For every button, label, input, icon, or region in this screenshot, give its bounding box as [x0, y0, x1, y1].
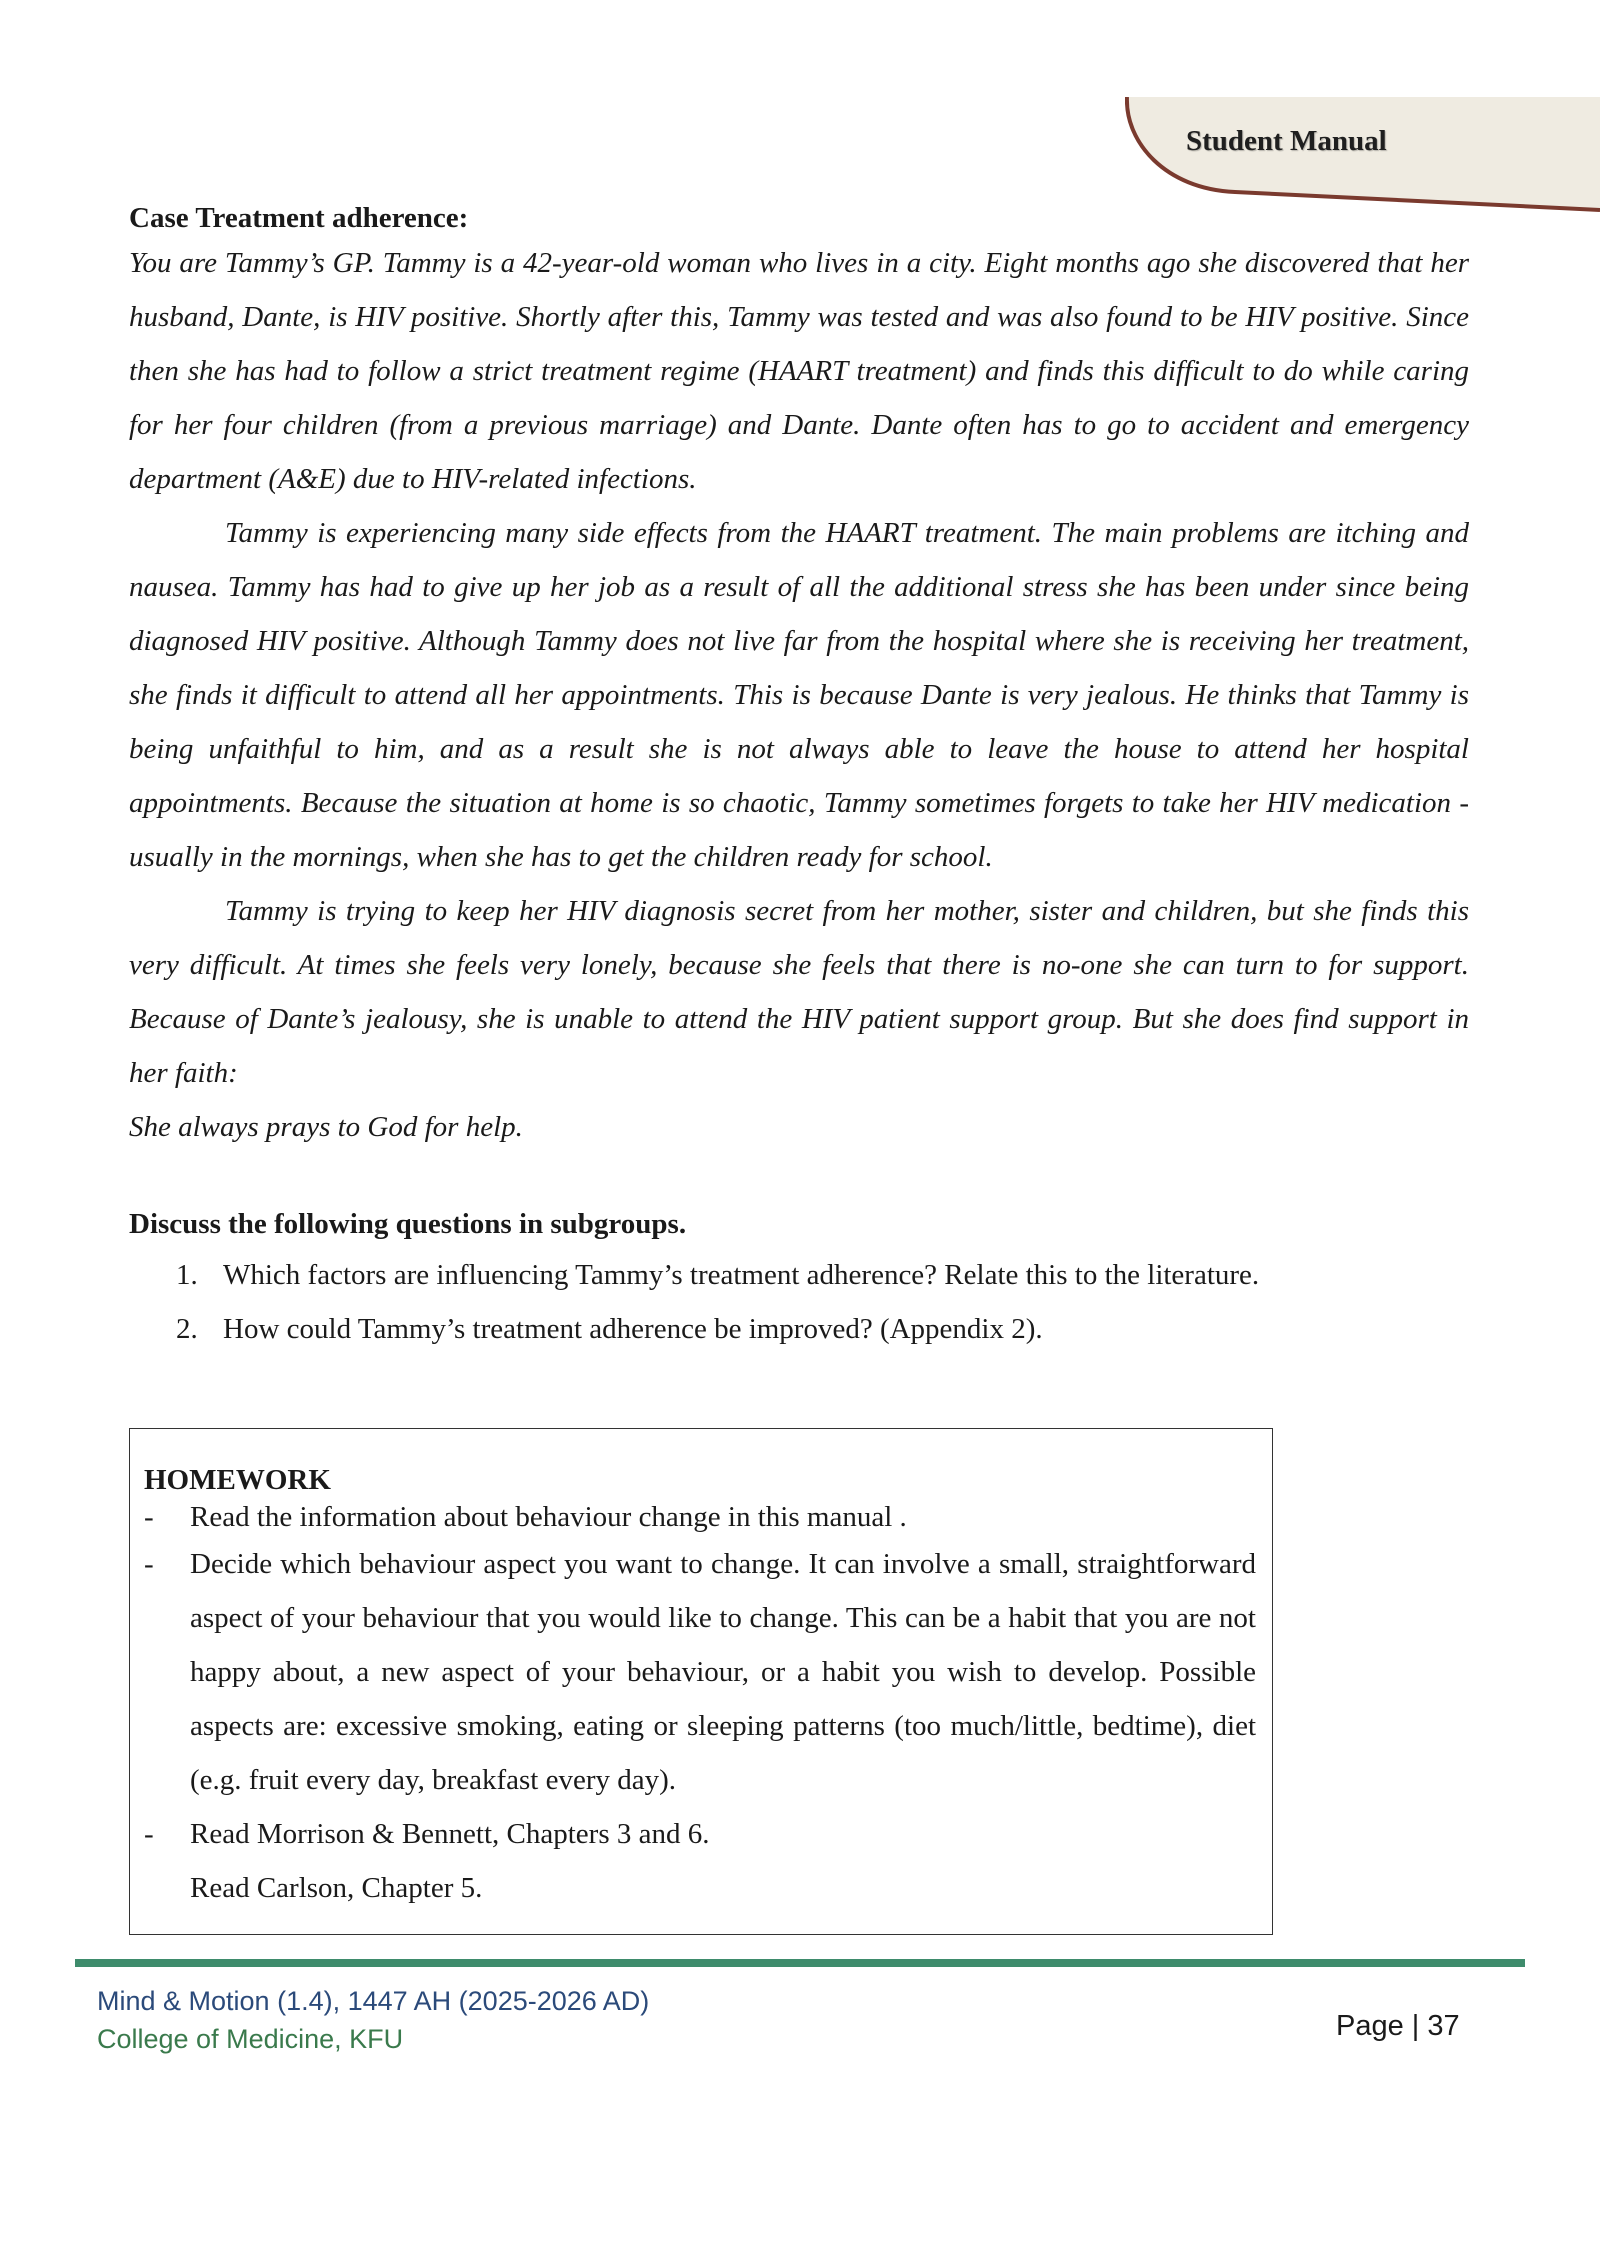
footer-course-info: Mind & Motion (1.4), 1447 AH (2025-2026 AD) — [97, 1986, 650, 2016]
footer-rule — [75, 1959, 1525, 1967]
footer-college: College of Medicine, KFU — [97, 2024, 404, 2054]
homework-title: HOMEWORK — [144, 1464, 331, 1496]
discussion-question-list — [129, 1248, 1469, 1356]
case-paragraph-3: Tammy is trying to keep her HIV diagnosis secret from her mother, sister and children, but she finds this very difficult. At times she feels very lonely, because she feels that there is no-one she can turn to for support. Because of Dante’s jealousy, she is unable to attend the HIV patient support group. But she does find support in her faith: — [129, 895, 1469, 1089]
case-closing-line: She always prays to God for help. — [129, 1111, 523, 1143]
homework-extra-line: Read Carlson, Chapter 5. — [190, 1872, 483, 1904]
question-text: Which factors are influencing Tammy’s treatment adherence? Relate this to the literature. — [223, 1259, 1260, 1291]
homework-item — [144, 1497, 1256, 1537]
dash-bullet: - — [144, 1548, 154, 1580]
homework-item-text: Read the information about behaviour change in this manual . — [190, 1501, 907, 1533]
homework-content — [144, 1463, 1256, 1915]
main-content — [129, 200, 1469, 1356]
homework-item-text: Read Morrison & Bennett, Chapters 3 and 6. — [190, 1818, 710, 1850]
discussion-question — [129, 1248, 1469, 1302]
dash-bullet: - — [144, 1818, 154, 1850]
case-paragraph-2: Tammy is experiencing many side effects from the HAART treatment. The main problems are itching and nausea. Tammy has had to give up her job as a result of all the additional stress she has been under since being diagnosed HIV positive. Although Tammy does not live far from the hospital where she is receiving her treatment, she finds it difficult to attend all her appointments. This is because Dante is very jealous. He thinks that Tammy is being unfaithful to him, and as a result she is not always able to leave the house to attend her hospital appointments. Because the situation at home is so chaotic, Tammy sometimes forgets to take her HIV medication - usually in the mornings, when she has to get the children ready for school. — [129, 517, 1469, 873]
homework-item — [144, 1807, 1256, 1861]
page-number: Page | 37 — [1336, 2010, 1460, 2042]
discussion-question — [129, 1302, 1469, 1356]
homework-item-text: Decide which behaviour aspect you want to change. It can involve a small, straightforward aspect of your behaviour that you would like to change. This can be a habit that you are not happy about, a new aspect of your behaviour, or a habit you wish to develop. Possible aspects are: excessive smoking, eating or sleeping patterns (too much/little, bedtime), diet (e.g. fruit every day, breakfast every day). — [190, 1548, 1256, 1796]
case-paragraph-1: You are Tammy’s GP. Tammy is a 42-year-old woman who lives in a city. Eight months ago she discovered that her husband, Dante, is HIV positive. Shortly after this, Tammy was tested and was also found to be HIV positive. Since then she has had to follow a strict treatment regime (HAART treatment) and finds this difficult to do while caring for her four children (from a previous marriage) and Dante. Dante often has to go to accident and emergency department (A&E) due to HIV-related infections. — [129, 247, 1469, 495]
question-number: 1. — [176, 1259, 198, 1291]
homework-item — [144, 1537, 1256, 1807]
header-label: Student Manual — [1186, 125, 1387, 157]
discussion-heading: Discuss the following questions in subgroups. — [129, 1208, 687, 1240]
question-text: How could Tammy’s treatment adherence be improved? (Appendix 2). — [223, 1313, 1043, 1345]
case-title: Case Treatment adherence: — [129, 202, 469, 234]
question-number: 2. — [176, 1313, 198, 1345]
dash-bullet: - — [144, 1501, 154, 1533]
homework-box — [129, 1428, 1273, 1935]
